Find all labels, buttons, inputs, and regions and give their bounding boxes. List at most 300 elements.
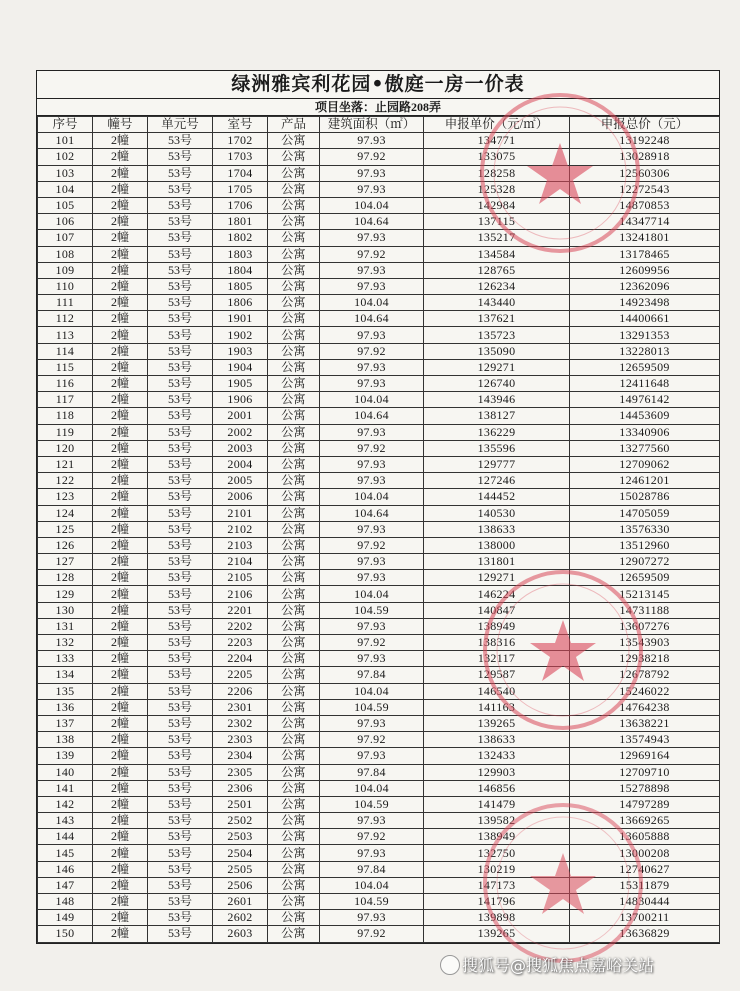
table-cell: 2003 <box>213 440 268 456</box>
table-row <box>38 845 720 861</box>
table-row <box>38 165 720 181</box>
table-cell: 135090 <box>424 343 570 359</box>
table-cell: 124 <box>38 505 93 521</box>
table-row <box>38 197 720 213</box>
table-cell: 104.04 <box>320 197 424 213</box>
table-cell: 146 <box>38 861 93 877</box>
table-cell: 104.59 <box>320 894 424 910</box>
table-cell: 103 <box>38 165 93 181</box>
table-cell: 13638221 <box>570 715 720 731</box>
table-cell: 128258 <box>424 165 570 181</box>
table-cell: 13669265 <box>570 813 720 829</box>
table-cell: 53号 <box>148 456 213 472</box>
sohu-logo-icon <box>440 955 460 975</box>
table-cell: 53号 <box>148 343 213 359</box>
table-cell: 1804 <box>213 262 268 278</box>
table-row <box>38 910 720 926</box>
table-cell: 139582 <box>424 813 570 829</box>
table-cell: 97.92 <box>320 926 424 942</box>
table-cell: 2幢 <box>93 861 148 877</box>
table-cell: 公寓 <box>268 683 320 699</box>
table-cell: 13000208 <box>570 845 720 861</box>
table-cell: 139265 <box>424 926 570 942</box>
table-cell: 2幢 <box>93 295 148 311</box>
table-cell: 97.92 <box>320 537 424 553</box>
table-cell: 2幢 <box>93 926 148 942</box>
table-cell: 104.04 <box>320 489 424 505</box>
column-header: 幢号 <box>93 117 148 133</box>
table-cell: 146540 <box>424 683 570 699</box>
table-row <box>38 149 720 165</box>
table-cell: 53号 <box>148 926 213 942</box>
table-cell: 公寓 <box>268 845 320 861</box>
table-row <box>38 554 720 570</box>
table-cell: 公寓 <box>268 554 320 570</box>
table-cell: 2002 <box>213 424 268 440</box>
table-cell: 2幢 <box>93 667 148 683</box>
table-cell: 12678792 <box>570 667 720 683</box>
table-cell: 公寓 <box>268 392 320 408</box>
table-cell: 2幢 <box>93 699 148 715</box>
table-row <box>38 343 720 359</box>
table-cell: 129271 <box>424 570 570 586</box>
table-cell: 1905 <box>213 376 268 392</box>
table-cell: 97.93 <box>320 748 424 764</box>
table-cell: 97.93 <box>320 651 424 667</box>
table-cell: 127246 <box>424 473 570 489</box>
table-cell: 129 <box>38 586 93 602</box>
document-title: 绿洲雅宾利花园•傲庭一房一价表 <box>37 71 719 99</box>
table-cell: 2106 <box>213 586 268 602</box>
column-header: 序号 <box>38 117 93 133</box>
table-cell: 53号 <box>148 197 213 213</box>
table-cell: 97.93 <box>320 133 424 149</box>
table-cell: 1803 <box>213 246 268 262</box>
table-cell: 13576330 <box>570 521 720 537</box>
table-cell: 104.04 <box>320 392 424 408</box>
table-cell: 2幢 <box>93 894 148 910</box>
table-cell: 公寓 <box>268 780 320 796</box>
table-row <box>38 732 720 748</box>
table-row <box>38 278 720 294</box>
table-cell: 公寓 <box>268 748 320 764</box>
table-cell: 2幢 <box>93 780 148 796</box>
table-cell: 公寓 <box>268 699 320 715</box>
table-cell: 2102 <box>213 521 268 537</box>
table-cell: 2幢 <box>93 764 148 780</box>
table-cell: 2幢 <box>93 554 148 570</box>
table-cell: 2306 <box>213 780 268 796</box>
table-cell: 132750 <box>424 845 570 861</box>
table-cell: 2幢 <box>93 489 148 505</box>
table-cell: 2幢 <box>93 537 148 553</box>
table-cell: 104.64 <box>320 408 424 424</box>
table-cell: 53号 <box>148 877 213 893</box>
table-row <box>38 327 720 343</box>
table-cell: 97.92 <box>320 635 424 651</box>
table-cell: 公寓 <box>268 829 320 845</box>
table-cell: 138949 <box>424 829 570 845</box>
table-cell: 102 <box>38 149 93 165</box>
table-cell: 137621 <box>424 311 570 327</box>
table-cell: 53号 <box>148 845 213 861</box>
table-cell: 97.93 <box>320 554 424 570</box>
table-cell: 128 <box>38 570 93 586</box>
table-row <box>38 537 720 553</box>
table-cell: 136 <box>38 699 93 715</box>
table-cell: 公寓 <box>268 149 320 165</box>
table-cell: 97.84 <box>320 861 424 877</box>
table-cell: 129271 <box>424 359 570 375</box>
table-cell: 147173 <box>424 877 570 893</box>
table-cell: 14705059 <box>570 505 720 521</box>
table-row <box>38 392 720 408</box>
table-cell: 53号 <box>148 359 213 375</box>
table-cell: 104.04 <box>320 295 424 311</box>
table-cell: 97.92 <box>320 829 424 845</box>
table-cell: 2304 <box>213 748 268 764</box>
table-cell: 14797289 <box>570 796 720 812</box>
table-cell: 13512960 <box>570 537 720 553</box>
table-cell: 53号 <box>148 149 213 165</box>
table-cell: 2幢 <box>93 376 148 392</box>
table-cell: 97.93 <box>320 715 424 731</box>
table-cell: 1906 <box>213 392 268 408</box>
table-cell: 14453609 <box>570 408 720 424</box>
table-cell: 145 <box>38 845 93 861</box>
table-cell: 2幢 <box>93 230 148 246</box>
table-cell: 53号 <box>148 133 213 149</box>
table-cell: 公寓 <box>268 715 320 731</box>
column-header: 室号 <box>213 117 268 133</box>
table-cell: 2幢 <box>93 165 148 181</box>
table-cell: 128765 <box>424 262 570 278</box>
table-cell: 2幢 <box>93 343 148 359</box>
table-cell: 13574943 <box>570 732 720 748</box>
table-cell: 13178465 <box>570 246 720 262</box>
table-cell: 14923498 <box>570 295 720 311</box>
table-cell: 公寓 <box>268 489 320 505</box>
table-cell: 53号 <box>148 813 213 829</box>
table-cell: 1805 <box>213 278 268 294</box>
table-cell: 149 <box>38 910 93 926</box>
table-row <box>38 667 720 683</box>
table-cell: 2501 <box>213 796 268 812</box>
table-cell: 1806 <box>213 295 268 311</box>
table-cell: 公寓 <box>268 910 320 926</box>
table-cell: 2幢 <box>93 732 148 748</box>
table-cell: 97.84 <box>320 667 424 683</box>
table-row <box>38 133 720 149</box>
table-cell: 公寓 <box>268 813 320 829</box>
table-cell: 2幢 <box>93 311 148 327</box>
table-cell: 111 <box>38 295 93 311</box>
table-cell: 2203 <box>213 635 268 651</box>
table-cell: 97.93 <box>320 456 424 472</box>
table-cell: 140530 <box>424 505 570 521</box>
table-cell: 104.59 <box>320 699 424 715</box>
table-cell: 97.93 <box>320 424 424 440</box>
table-cell: 2幢 <box>93 440 148 456</box>
table-cell: 53号 <box>148 796 213 812</box>
table-cell: 132117 <box>424 651 570 667</box>
table-cell: 公寓 <box>268 133 320 149</box>
table-cell: 53号 <box>148 732 213 748</box>
table-cell: 12709710 <box>570 764 720 780</box>
table-cell: 14731188 <box>570 602 720 618</box>
table-row <box>38 651 720 667</box>
table-row <box>38 894 720 910</box>
table-cell: 134584 <box>424 246 570 262</box>
table-cell: 135596 <box>424 440 570 456</box>
table-cell: 公寓 <box>268 926 320 942</box>
table-cell: 2301 <box>213 699 268 715</box>
table-cell: 公寓 <box>268 602 320 618</box>
table-cell: 97.92 <box>320 732 424 748</box>
table-cell: 131801 <box>424 554 570 570</box>
table-cell: 139898 <box>424 910 570 926</box>
table-cell: 2幢 <box>93 473 148 489</box>
table-cell: 137115 <box>424 214 570 230</box>
table-row <box>38 359 720 375</box>
table-cell: 2104 <box>213 554 268 570</box>
table-cell: 2幢 <box>93 910 148 926</box>
table-cell: 142 <box>38 796 93 812</box>
table-cell: 97.84 <box>320 764 424 780</box>
table-cell: 135 <box>38 683 93 699</box>
table-cell: 2幢 <box>93 813 148 829</box>
table-cell: 121 <box>38 456 93 472</box>
table-cell: 2幢 <box>93 456 148 472</box>
table-cell: 97.92 <box>320 246 424 262</box>
table-cell: 公寓 <box>268 424 320 440</box>
table-cell: 2幢 <box>93 829 148 845</box>
table-cell: 129587 <box>424 667 570 683</box>
table-cell: 12938218 <box>570 651 720 667</box>
table-cell: 104.59 <box>320 602 424 618</box>
table-cell: 2幢 <box>93 214 148 230</box>
table-cell: 12659509 <box>570 570 720 586</box>
table-cell: 公寓 <box>268 343 320 359</box>
table-cell: 1706 <box>213 197 268 213</box>
table-cell: 53号 <box>148 780 213 796</box>
table-cell: 97.93 <box>320 521 424 537</box>
table-cell: 140 <box>38 764 93 780</box>
table-cell: 53号 <box>148 473 213 489</box>
table-row <box>38 780 720 796</box>
table-cell: 126234 <box>424 278 570 294</box>
table-cell: 53号 <box>148 262 213 278</box>
table-cell: 53号 <box>148 214 213 230</box>
table-cell: 1802 <box>213 230 268 246</box>
table-cell: 97.93 <box>320 570 424 586</box>
table-cell: 125 <box>38 521 93 537</box>
table-cell: 97.93 <box>320 845 424 861</box>
table-cell: 138127 <box>424 408 570 424</box>
table-cell: 13340906 <box>570 424 720 440</box>
table-cell: 2幢 <box>93 149 148 165</box>
table-cell: 97.93 <box>320 910 424 926</box>
table-cell: 122 <box>38 473 93 489</box>
table-cell: 公寓 <box>268 295 320 311</box>
table-cell: 公寓 <box>268 618 320 634</box>
table-cell: 公寓 <box>268 537 320 553</box>
table-cell: 112 <box>38 311 93 327</box>
table-cell: 2幢 <box>93 715 148 731</box>
table-cell: 53号 <box>148 651 213 667</box>
table-cell: 139265 <box>424 715 570 731</box>
table-cell: 2幢 <box>93 359 148 375</box>
table-cell: 53号 <box>148 861 213 877</box>
table-cell: 公寓 <box>268 667 320 683</box>
table-cell: 97.92 <box>320 149 424 165</box>
table-cell: 公寓 <box>268 764 320 780</box>
table-cell: 130219 <box>424 861 570 877</box>
table-cell: 2幢 <box>93 424 148 440</box>
table-row <box>38 246 720 262</box>
table-cell: 2幢 <box>93 521 148 537</box>
table-cell: 101 <box>38 133 93 149</box>
table-cell: 公寓 <box>268 327 320 343</box>
project-location: 项目坐落：止园路208弄 <box>37 99 719 116</box>
table-cell: 公寓 <box>268 278 320 294</box>
table-cell: 53号 <box>148 230 213 246</box>
table-row <box>38 829 720 845</box>
column-header: 单元号 <box>148 117 213 133</box>
table-cell: 12362096 <box>570 278 720 294</box>
table-row <box>38 699 720 715</box>
table-cell: 公寓 <box>268 635 320 651</box>
table-cell: 130 <box>38 602 93 618</box>
table-cell: 117 <box>38 392 93 408</box>
table-cell: 公寓 <box>268 262 320 278</box>
table-cell: 2302 <box>213 715 268 731</box>
table-cell: 133 <box>38 651 93 667</box>
table-cell: 公寓 <box>268 877 320 893</box>
price-table <box>37 116 720 943</box>
table-cell: 53号 <box>148 715 213 731</box>
table-cell: 公寓 <box>268 570 320 586</box>
table-row <box>38 230 720 246</box>
table-cell: 53号 <box>148 165 213 181</box>
table-cell: 2005 <box>213 473 268 489</box>
table-cell: 2001 <box>213 408 268 424</box>
table-cell: 2幢 <box>93 602 148 618</box>
table-cell: 2601 <box>213 894 268 910</box>
table-cell: 110 <box>38 278 93 294</box>
table-cell: 53号 <box>148 489 213 505</box>
table-row <box>38 813 720 829</box>
table-cell: 137 <box>38 715 93 731</box>
table-cell: 115 <box>38 359 93 375</box>
table-row <box>38 295 720 311</box>
table-cell: 2206 <box>213 683 268 699</box>
table-cell: 104.04 <box>320 586 424 602</box>
table-cell: 53号 <box>148 602 213 618</box>
table-cell: 2幢 <box>93 392 148 408</box>
table-cell: 53号 <box>148 618 213 634</box>
table-cell: 53号 <box>148 181 213 197</box>
table-cell: 2幢 <box>93 651 148 667</box>
table-cell: 2103 <box>213 537 268 553</box>
table-cell: 2205 <box>213 667 268 683</box>
table-cell: 2幢 <box>93 197 148 213</box>
table-cell: 107 <box>38 230 93 246</box>
table-cell: 2幢 <box>93 845 148 861</box>
table-cell: 15213145 <box>570 586 720 602</box>
table-row <box>38 926 720 942</box>
column-header: 申报总价（元） <box>570 117 720 133</box>
table-cell: 公寓 <box>268 181 320 197</box>
table-cell: 146224 <box>424 586 570 602</box>
table-cell: 53号 <box>148 635 213 651</box>
table-cell: 97.93 <box>320 359 424 375</box>
table-cell: 12907272 <box>570 554 720 570</box>
table-cell: 129777 <box>424 456 570 472</box>
table-cell: 14976142 <box>570 392 720 408</box>
table-cell: 138316 <box>424 635 570 651</box>
table-row <box>38 181 720 197</box>
table-cell: 129903 <box>424 764 570 780</box>
table-cell: 15028786 <box>570 489 720 505</box>
table-cell: 53号 <box>148 748 213 764</box>
table-cell: 2幢 <box>93 618 148 634</box>
table-cell: 150 <box>38 926 93 942</box>
table-cell: 2006 <box>213 489 268 505</box>
table-cell: 105 <box>38 197 93 213</box>
table-cell: 144 <box>38 829 93 845</box>
table-cell: 104.64 <box>320 505 424 521</box>
table-cell: 公寓 <box>268 861 320 877</box>
table-cell: 12969164 <box>570 748 720 764</box>
table-cell: 113 <box>38 327 93 343</box>
table-cell: 12709062 <box>570 456 720 472</box>
column-header: 建筑面积（㎡） <box>320 117 424 133</box>
table-cell: 公寓 <box>268 197 320 213</box>
table-cell: 公寓 <box>268 359 320 375</box>
table-cell: 公寓 <box>268 732 320 748</box>
table-cell: 53号 <box>148 764 213 780</box>
table-cell: 公寓 <box>268 456 320 472</box>
table-cell: 12411648 <box>570 376 720 392</box>
table-cell: 104.04 <box>320 780 424 796</box>
table-cell: 139 <box>38 748 93 764</box>
table-cell: 53号 <box>148 327 213 343</box>
table-cell: 13228013 <box>570 343 720 359</box>
table-cell: 2幢 <box>93 635 148 651</box>
table-cell: 116 <box>38 376 93 392</box>
table-cell: 2幢 <box>93 327 148 343</box>
table-row <box>38 473 720 489</box>
table-row <box>38 489 720 505</box>
table-cell: 135217 <box>424 230 570 246</box>
table-cell: 53号 <box>148 408 213 424</box>
table-row <box>38 586 720 602</box>
table-cell: 53号 <box>148 894 213 910</box>
table-row <box>38 456 720 472</box>
table-cell: 13605888 <box>570 829 720 845</box>
table-cell: 126740 <box>424 376 570 392</box>
table-row <box>38 764 720 780</box>
table-cell: 53号 <box>148 278 213 294</box>
table-cell: 146856 <box>424 780 570 796</box>
table-cell: 2幢 <box>93 181 148 197</box>
table-cell: 138949 <box>424 618 570 634</box>
table-cell: 1904 <box>213 359 268 375</box>
table-cell: 114 <box>38 343 93 359</box>
table-cell: 15311879 <box>570 877 720 893</box>
table-cell: 97.92 <box>320 440 424 456</box>
